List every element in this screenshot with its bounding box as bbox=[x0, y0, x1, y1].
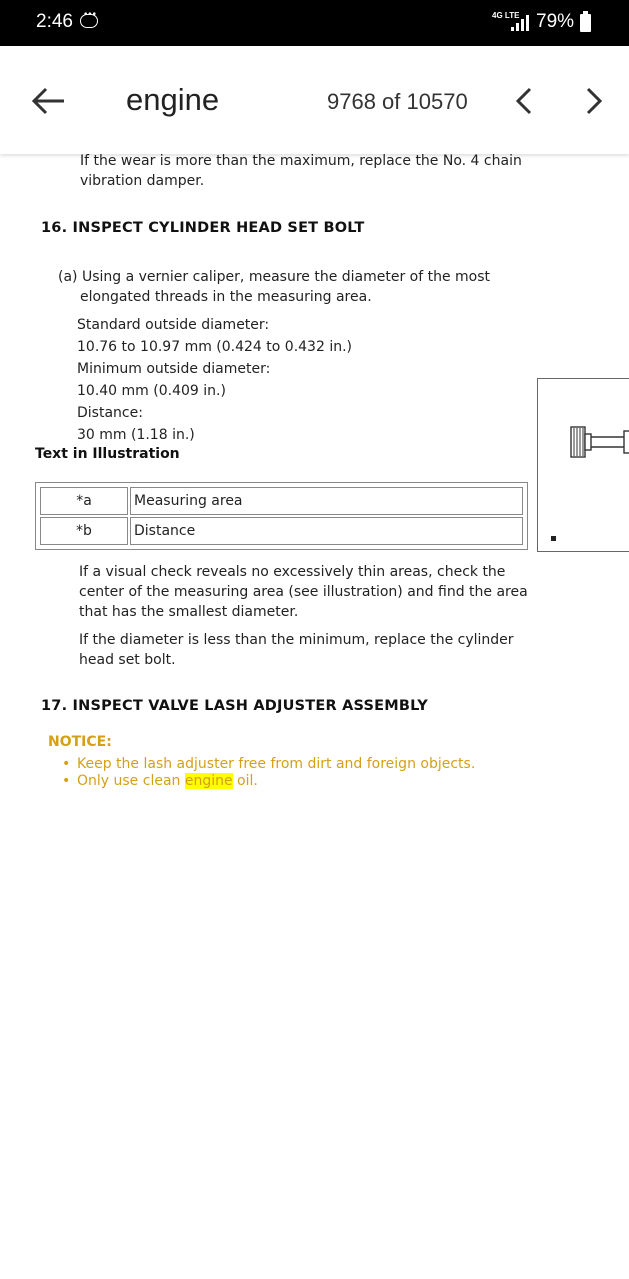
arrow-left-icon bbox=[30, 86, 66, 116]
section-16-heading: 16. INSPECT CYLINDER HEAD SET BOLT bbox=[41, 220, 365, 236]
back-button[interactable] bbox=[30, 86, 66, 116]
table-row bbox=[40, 517, 523, 545]
step-a-paragraph: (a) Using a vernier caliper, measure the diameter of the most elongated threads in the measuring area. bbox=[58, 269, 491, 305]
search-highlight: engine bbox=[184, 773, 233, 789]
network-type-label: 4G LTE bbox=[492, 11, 520, 20]
wear-paragraph: If the wear is more than the maximum, replace the No. 4 chain vibration damper. bbox=[80, 154, 522, 189]
page-counter: 9768 of 10570 bbox=[327, 89, 468, 114]
section-17-heading: 17. INSPECT VALVE LASH ADJUSTER ASSEMBLY bbox=[41, 698, 428, 714]
table-row bbox=[40, 487, 523, 515]
legend-text: Measuring area bbox=[130, 487, 523, 515]
list-item bbox=[62, 773, 475, 790]
status-bar bbox=[0, 0, 629, 46]
next-page-button[interactable] bbox=[580, 84, 610, 118]
bolt-illustration[interactable] bbox=[537, 378, 629, 552]
legend-text: Distance bbox=[130, 517, 523, 545]
spec-value: 10.76 to 10.97 mm (0.424 to 0.432 in.) bbox=[77, 339, 352, 355]
spec-label: Minimum outside diameter: bbox=[77, 361, 271, 377]
notice-text: Only use clean bbox=[77, 773, 185, 789]
header-title: engine bbox=[126, 82, 220, 117]
document-content[interactable] bbox=[0, 154, 629, 1279]
message-icon bbox=[80, 14, 98, 28]
illustration-title: Text in Illustration bbox=[35, 446, 180, 462]
previous-page-button[interactable] bbox=[510, 84, 540, 118]
battery-percent: 79% bbox=[536, 11, 575, 32]
replace-bolt-paragraph: If the diameter is less than the minimum, replace the cylinder head set bolt. bbox=[79, 632, 514, 668]
status-time: 2:46 bbox=[36, 11, 73, 32]
spec-value: 10.40 mm (0.409 in.) bbox=[77, 383, 226, 399]
legend-code: *b bbox=[40, 517, 128, 545]
chevron-left-icon bbox=[510, 84, 540, 118]
chevron-right-icon bbox=[580, 84, 610, 118]
legend-code: *a bbox=[40, 487, 128, 515]
notice-label: NOTICE: bbox=[48, 734, 112, 750]
notice-text: oil. bbox=[232, 773, 258, 789]
notice-list bbox=[62, 756, 475, 790]
app-header bbox=[0, 46, 629, 154]
spec-label: Standard outside diameter: bbox=[77, 317, 270, 333]
spec-label: Distance: bbox=[77, 405, 143, 421]
bolt-drawing bbox=[538, 379, 629, 553]
list-item: • Keep the lash adjuster free from dirt and foreign objects. bbox=[62, 756, 475, 773]
signal-strength-icon bbox=[511, 15, 531, 31]
illustration-legend-table bbox=[35, 482, 528, 550]
spec-value: 30 mm (1.18 in.) bbox=[77, 427, 195, 443]
battery-icon bbox=[580, 14, 591, 32]
visual-check-paragraph: If a visual check reveals no excessively thin areas, check the center of the measuring area (see illustration) and find the area that has the smallest diameter. bbox=[79, 564, 528, 620]
